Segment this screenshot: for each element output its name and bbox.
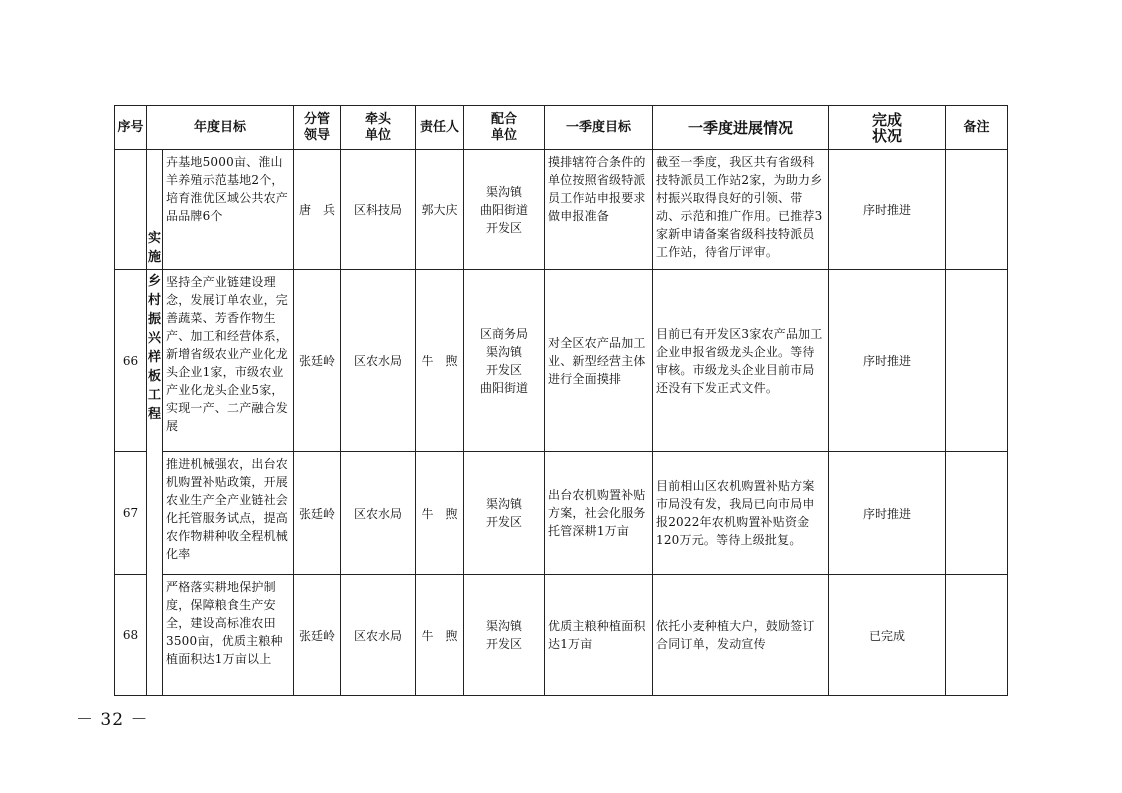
row-seq: 66 xyxy=(115,270,147,452)
row-q1-progress: 依托小麦种植大户，鼓励签订合同订单，发动宣传 xyxy=(653,575,829,696)
row-seq: 67 xyxy=(115,452,147,575)
row-coop-unit: 区商务局 渠沟镇 开发区 曲阳街道 xyxy=(464,270,545,452)
row-leader: 唐 兵 xyxy=(294,150,341,270)
row-lead-unit: 区农水局 xyxy=(341,575,416,696)
row-status: 序时推进 xyxy=(829,150,946,270)
page-number: － 32 － xyxy=(76,710,149,730)
header-leader: 分管 领导 xyxy=(294,106,341,150)
row-coop-unit: 渠沟镇 开发区 xyxy=(464,575,545,696)
category-label-upper: 实施 xyxy=(147,231,161,265)
row-coop-unit: 渠沟镇 曲阳街道 开发区 xyxy=(464,150,545,270)
table-row xyxy=(115,575,1008,696)
row-annual-goal: 严格落实耕地保护制度，保障粮食生产安全，建设高标准农田3500亩，优质主粮种植面积达1万亩以上 xyxy=(163,575,294,696)
row-remark xyxy=(946,150,1008,270)
row-responsible: 牛 煦 xyxy=(416,575,464,696)
row-responsible: 牛 煦 xyxy=(416,452,464,575)
row-coop-unit: 渠沟镇 开发区 xyxy=(464,452,545,575)
header-q1-goal: 一季度目标 xyxy=(545,106,653,150)
row-status: 序时推进 xyxy=(829,270,946,452)
row-leader: 张廷岭 xyxy=(294,575,341,696)
category-cell xyxy=(147,150,163,270)
header-coop-unit: 配合 单位 xyxy=(464,106,545,150)
work-progress-table xyxy=(114,105,1008,696)
header-remark: 备注 xyxy=(946,106,1008,150)
header-status: 完成 状况 xyxy=(829,106,946,150)
row-annual-goal: 卉基地5000亩、淮山羊养殖示范基地2个，培育淮优区域公共农产品品牌6个 xyxy=(163,150,294,270)
row-q1-goal: 优质主粮种植面积达1万亩 xyxy=(545,575,653,696)
row-annual-goal: 推进机械强农，出台农机购置补贴政策，开展农业生产全产业链社会化托管服务试点，提高农作物耕种收全程机械化率 xyxy=(163,452,294,575)
row-remark xyxy=(946,270,1008,452)
header-responsible: 责任人 xyxy=(416,106,464,150)
row-seq: 68 xyxy=(115,575,147,696)
row-q1-progress: 截至一季度，我区共有省级科技特派员工作站2家，为助力乡村振兴取得良好的引领、带动、示范和推广作用。已推荐3家新申请备案省级科技特派员工作站，待省厅评审。 xyxy=(653,150,829,270)
row-q1-goal: 摸排辖符合条件的单位按照省级特派员工作站申报要求做申报准备 xyxy=(545,150,653,270)
header-lead-unit: 牵头 单位 xyxy=(341,106,416,150)
row-q1-goal: 出台农机购置补贴方案，社会化服务托管深耕1万亩 xyxy=(545,452,653,575)
row-remark xyxy=(946,575,1008,696)
row-status: 序时推进 xyxy=(829,452,946,575)
category-cell-lower xyxy=(147,270,163,696)
row-seq xyxy=(115,150,147,270)
row-responsible: 郭大庆 xyxy=(416,150,464,270)
table-row xyxy=(115,150,1008,270)
table-row xyxy=(115,452,1008,575)
row-lead-unit: 区科技局 xyxy=(341,150,416,270)
row-leader: 张廷岭 xyxy=(294,452,341,575)
row-remark xyxy=(946,452,1008,575)
table-row xyxy=(115,270,1008,452)
row-responsible: 牛 煦 xyxy=(416,270,464,452)
header-annual-goal: 年度目标 xyxy=(147,106,294,150)
category-label-lower: 乡村振兴样板工程 xyxy=(147,274,161,422)
row-annual-goal: 坚持全产业链建设理念，发展订单农业，完善蔬菜、芳香作物生产、加工和经营体系，新增省级农业产业化龙头企业1家，市级农业产业化龙头企业5家，实现一产、二产融合发展 xyxy=(163,270,294,452)
row-leader: 张廷岭 xyxy=(294,270,341,452)
header-seq: 序号 xyxy=(115,106,147,150)
header-row xyxy=(115,106,1008,150)
row-q1-goal: 对全区农产品加工业、新型经营主体进行全面摸排 xyxy=(545,270,653,452)
row-lead-unit: 区农水局 xyxy=(341,452,416,575)
header-q1-progress: 一季度进展情况 xyxy=(653,106,829,150)
row-status: 已完成 xyxy=(829,575,946,696)
row-q1-progress: 目前相山区农机购置补贴方案市局没有发，我局已向市局申报2022年农机购置补贴资金120万元。等待上级批复。 xyxy=(653,452,829,575)
row-lead-unit: 区农水局 xyxy=(341,270,416,452)
row-q1-progress: 目前已有开发区3家农产品加工企业申报省级龙头企业。等待审核。市级龙头企业目前市局还没有下发正式文件。 xyxy=(653,270,829,452)
